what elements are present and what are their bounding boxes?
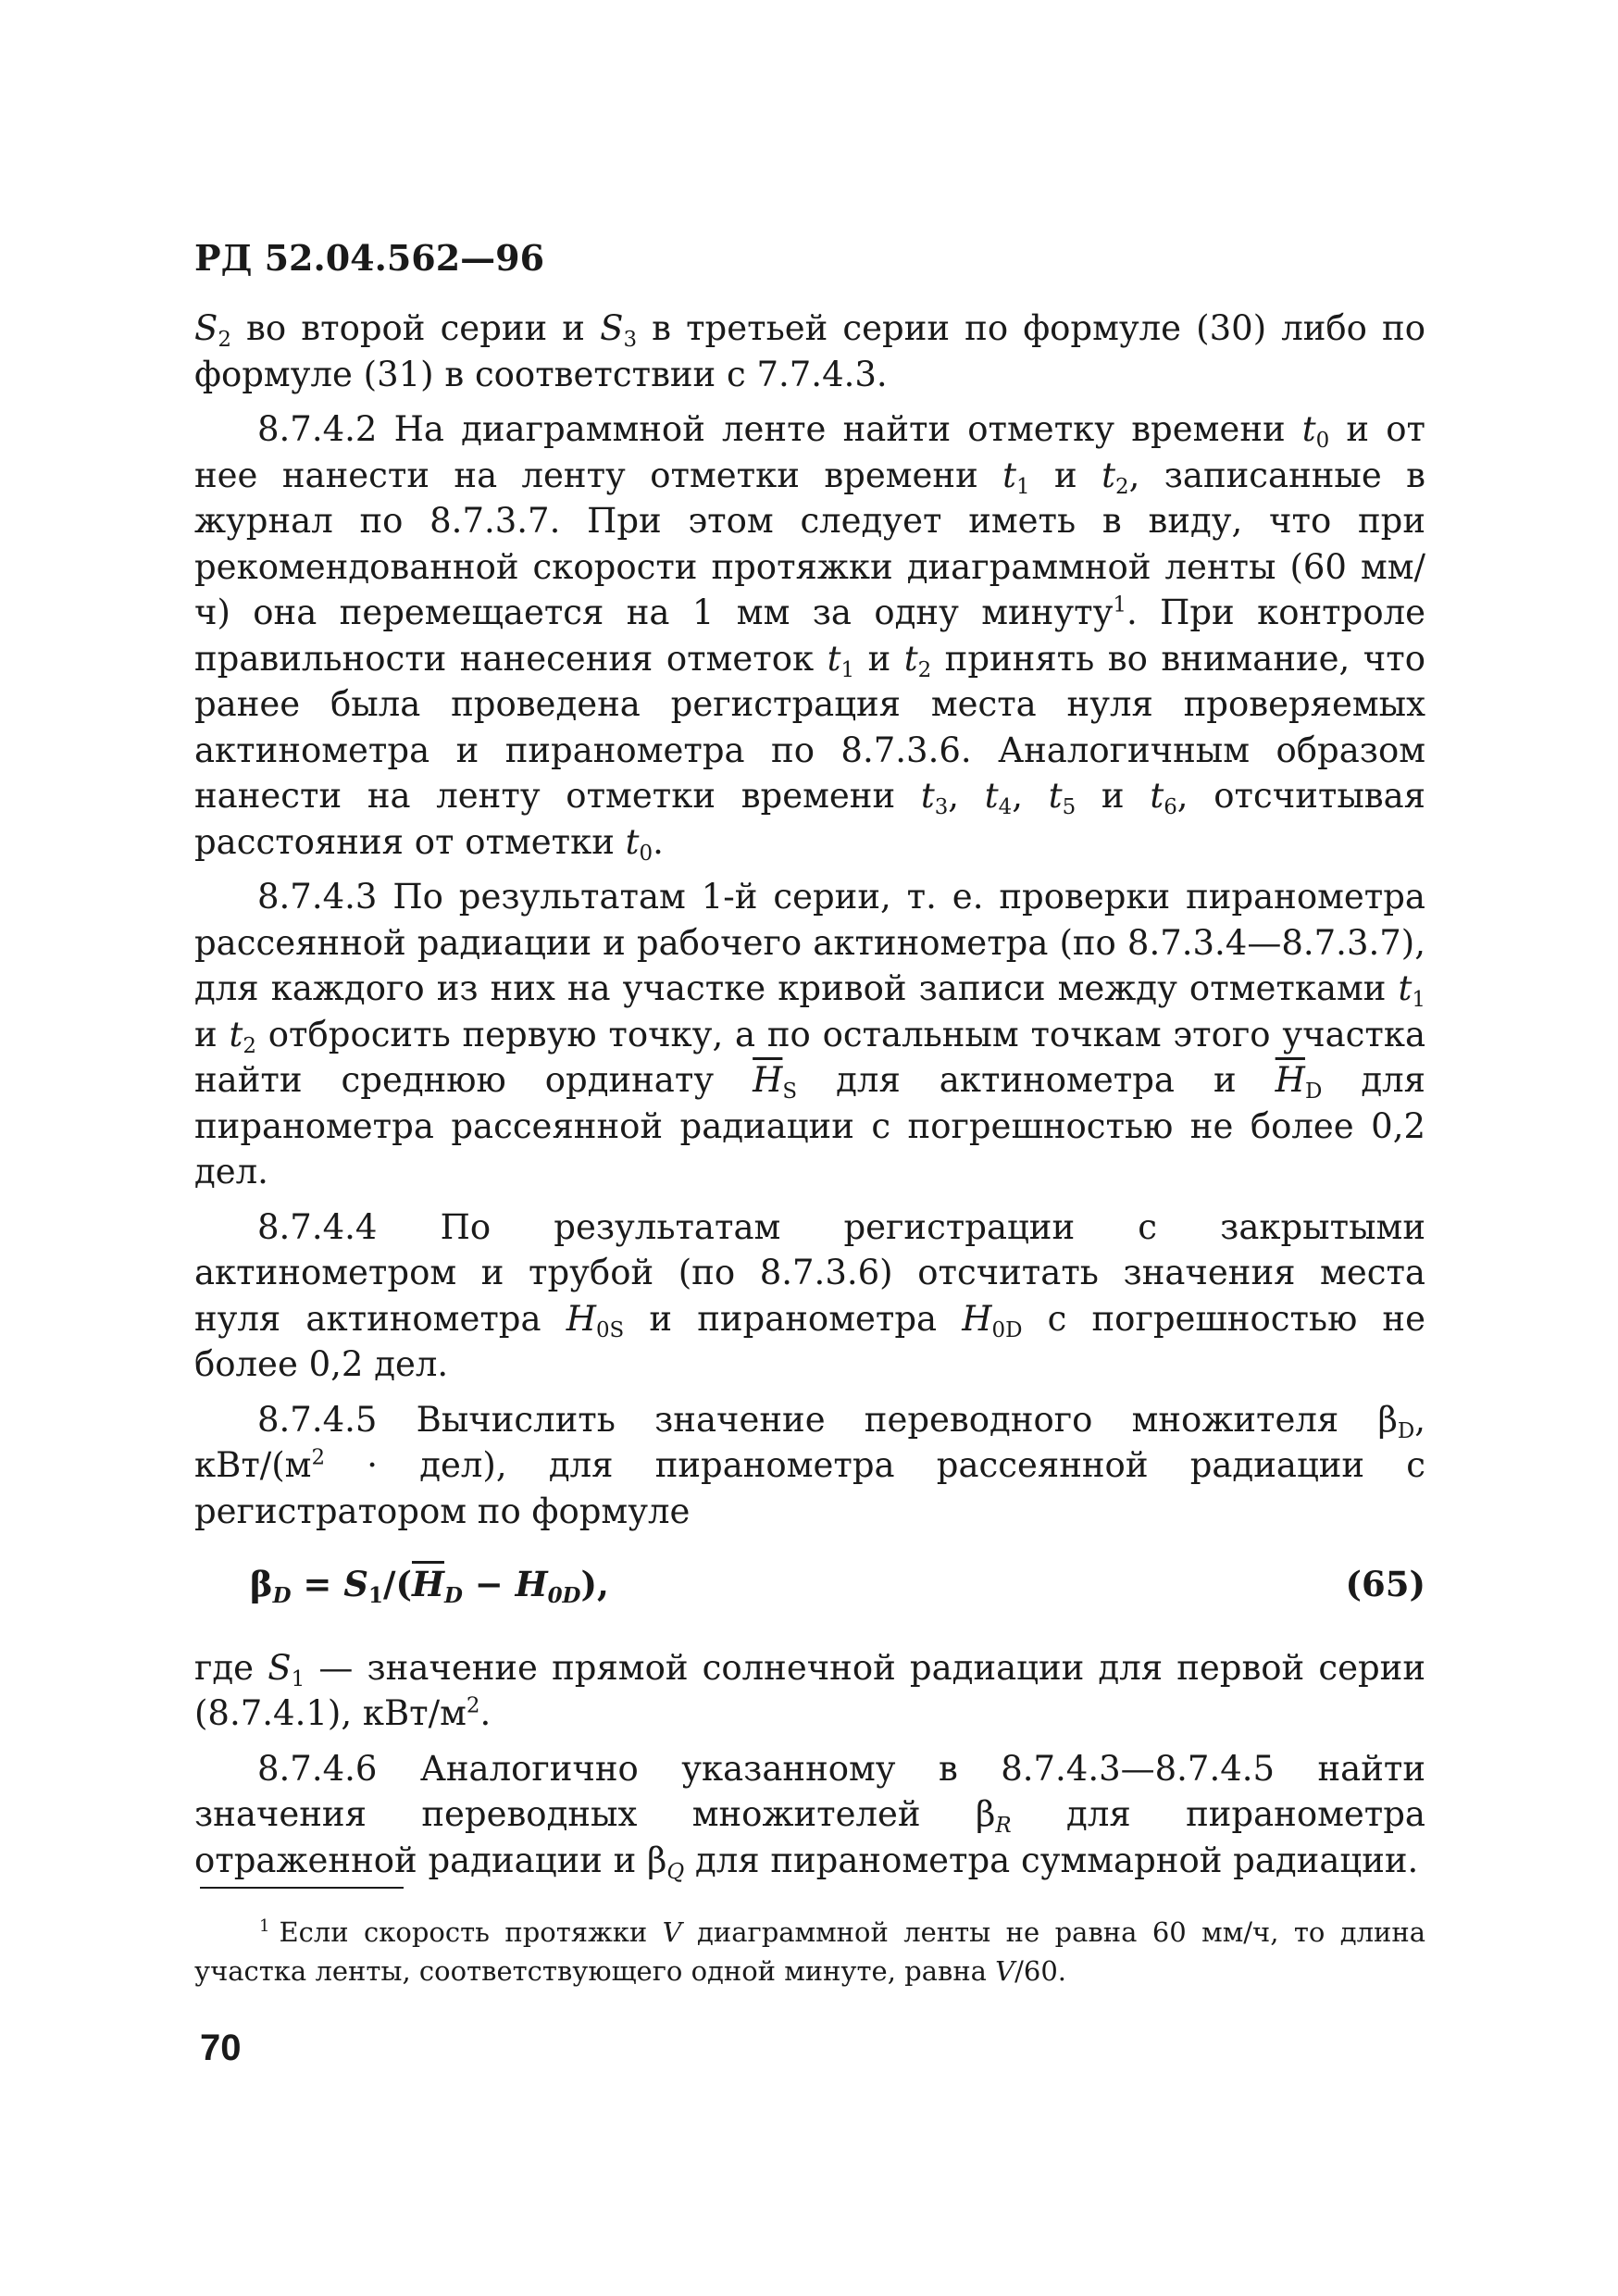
- text-run: для пиранометра отраженной радиации и: [194, 1794, 1425, 1880]
- hs-mean-symbol: $\overline{H}$: [753, 1060, 783, 1100]
- footnote-mark: 1: [259, 1916, 270, 1937]
- text-run: в третьей серии по формуле (30) либо по формуле (31) в соответствии с 7.7.4.3.: [194, 308, 1425, 394]
- page-number: 70: [200, 2028, 242, 2068]
- text-run: принять во внимание, что ранее была проведена регистрация места нуля проверяемых актинометра и пиранометра по 8.7.3.6. Аналогичным образом нанести на ленту отметки времени: [194, 638, 1426, 816]
- text-run: , кВт/(м: [194, 1399, 1425, 1485]
- text-run: , отсчитывая расстояния от отметки: [194, 776, 1425, 862]
- t-symbol: t: [920, 776, 935, 816]
- v-symbol: V: [995, 1955, 1015, 1987]
- beta-subscript: D: [272, 1582, 292, 1608]
- text-run: .: [653, 821, 664, 862]
- text-run: и от нее нанести на ленту отметки времени: [194, 409, 1425, 495]
- t-subscript: 5: [1062, 794, 1077, 819]
- t-subscript: 0: [1315, 428, 1330, 453]
- formula-expression: [194, 1562, 609, 1608]
- h0s-symbol: H: [566, 1298, 596, 1339]
- formula-number: (65): [1345, 1564, 1425, 1604]
- paragraph-continuation: [194, 306, 1425, 397]
- hd-subscript: D: [1304, 1079, 1323, 1104]
- t-symbol: t: [1101, 455, 1115, 495]
- text-run: 8.7.4.3 По результатам 1-й серии, т. е. проверки пиранометра рассеянной радиации и рабочего актинометра (по 8.7.3.4—8.7.3.7), для каждого из них на участке кривой записи между отметками: [194, 877, 1425, 1008]
- text-run: для пиранометра рассеянной радиации с погрешностью не более 0,2 дел.: [194, 1060, 1425, 1192]
- beta-subscript: R: [995, 1813, 1012, 1838]
- text-run: /60.: [1014, 1955, 1067, 1987]
- t-subscript: 1: [1016, 474, 1030, 499]
- formula-bracket: ),: [580, 1564, 609, 1604]
- footnote: [194, 1913, 1425, 1990]
- t-subscript: 1: [840, 657, 855, 682]
- h0d-subscript: 0D: [547, 1582, 581, 1608]
- text-run: — значение прямой солнечной радиации для первой серии (8.7.4.1), кВт/м: [194, 1647, 1425, 1733]
- s3-subscript: 3: [623, 327, 638, 352]
- text-run: 8.7.4.6 Аналогично указанному в 8.7.4.3—8.7.4.5 найти значения переводных множителей: [194, 1748, 1425, 1834]
- beta-symbol: β: [647, 1840, 667, 1880]
- text-run: для актинометра и: [797, 1060, 1276, 1100]
- document-code: РД 52.04.562—96: [194, 237, 545, 279]
- text-run: 8.7.4.5 Вычислить значение переводного множителя: [257, 1399, 1378, 1440]
- formula-explanation: [194, 1645, 1425, 1737]
- t-symbol: t: [1398, 968, 1413, 1008]
- h0s-subscript: 0S: [595, 1317, 625, 1342]
- text-run: и: [1076, 776, 1151, 816]
- h0d-subscript: 0D: [991, 1317, 1023, 1342]
- body-text: [194, 306, 1425, 1892]
- hd-subscript: D: [443, 1582, 463, 1608]
- text-run: , записанные в журнал по 8.7.3.7. При этом следует иметь в виду, что при рекомендованной скорости протяжки диаграммной ленты (60 мм/ч) она перемещается на 1 мм за одну минуту: [194, 455, 1425, 632]
- hd-mean-symbol: $\overline{H}$: [411, 1564, 444, 1604]
- text-run: ,: [948, 776, 985, 816]
- text-run: с погрешностью не более 0,2 дел.: [194, 1298, 1425, 1384]
- s-subscript: 1: [367, 1582, 383, 1608]
- t-subscript: 3: [934, 794, 949, 819]
- t-symbol: t: [903, 638, 918, 679]
- v-symbol: V: [662, 1916, 682, 1948]
- text-run: для пиранометра суммарной радиации.: [684, 1840, 1419, 1880]
- t-subscript: 2: [1114, 474, 1129, 499]
- t-subscript: 0: [639, 841, 653, 866]
- paragraph-8-7-4-6: [194, 1746, 1425, 1884]
- text-run: диаграммной ленты не равна 60 мм/ч, то длина участка ленты, соответствующего одной минуте, равна: [194, 1916, 1426, 1987]
- s3-symbol: S: [600, 308, 624, 348]
- s-symbol: S: [343, 1564, 368, 1604]
- t-symbol: t: [984, 776, 999, 816]
- paragraph-8-7-4-4: [194, 1204, 1425, 1388]
- t-symbol: t: [827, 638, 841, 679]
- superscript: 2: [311, 1445, 326, 1470]
- hd-mean-symbol: $\overline{H}$: [1275, 1060, 1305, 1100]
- text-run: и: [854, 638, 904, 679]
- t-subscript: 2: [243, 1033, 256, 1058]
- t-subscript: 2: [917, 657, 932, 682]
- t-subscript: 6: [1164, 794, 1177, 819]
- beta-symbol: β: [975, 1794, 996, 1834]
- beta-symbol: β: [250, 1564, 273, 1604]
- text-run: · дел), для пиранометра рассеянной радиации с регистратором по формуле: [194, 1445, 1425, 1531]
- t-subscript: 1: [1412, 987, 1425, 1012]
- s2-subscript: 2: [218, 327, 231, 352]
- paragraph-8-7-4-3: [194, 874, 1425, 1195]
- t-symbol: t: [1048, 776, 1063, 816]
- hs-subscript: S: [782, 1079, 798, 1104]
- text-run: и: [194, 1014, 230, 1054]
- t-symbol: t: [1301, 409, 1316, 449]
- text-run: 8.7.4.4 По результатам регистрации с закрытыми актинометром и трубой (по 8.7.3.6) отсчитать значения места нуля актинометра: [194, 1206, 1425, 1339]
- text-run: . При контроле правильности нанесения отметок: [194, 593, 1425, 679]
- h0d-symbol: H: [515, 1564, 548, 1604]
- text-run: отбросить первую точку, а по остальным точкам этого участка найти среднюю ординату: [194, 1014, 1426, 1100]
- t-symbol: t: [229, 1014, 243, 1054]
- beta-subscript: D: [1397, 1418, 1415, 1443]
- footnote-divider: [200, 1887, 404, 1889]
- s-symbol: S: [268, 1647, 292, 1688]
- equals-sign: =: [291, 1564, 344, 1604]
- t-symbol: t: [625, 821, 640, 862]
- text-run: 8.7.4.2 На диаграммной ленте найти отметку времени: [257, 409, 1302, 449]
- text-run: где: [194, 1647, 268, 1688]
- text-run: ,: [1012, 776, 1049, 816]
- text-run: и пиранометра: [624, 1298, 963, 1339]
- superscript: 2: [466, 1693, 480, 1718]
- formula-bracket: /(: [382, 1564, 412, 1604]
- paragraph-8-7-4-2: [194, 406, 1425, 865]
- footnote-reference[interactable]: 1: [1113, 593, 1126, 618]
- t-symbol: t: [1150, 776, 1164, 816]
- t-symbol: t: [1002, 455, 1017, 495]
- text-run: .: [479, 1693, 492, 1733]
- formula-65: [194, 1562, 1425, 1608]
- paragraph-8-7-4-5: [194, 1397, 1425, 1535]
- text-run: Если скорость протяжки: [279, 1916, 663, 1948]
- minus-sign: −: [462, 1564, 516, 1604]
- beta-subscript: Q: [666, 1859, 685, 1884]
- s2-symbol: S: [194, 308, 218, 348]
- h0d-symbol: H: [962, 1298, 992, 1339]
- text-run: и: [1029, 455, 1102, 495]
- t-subscript: 4: [998, 794, 1013, 819]
- s-subscript: 1: [291, 1666, 305, 1691]
- text-run: во второй серии и: [230, 308, 601, 348]
- beta-symbol: β: [1377, 1399, 1398, 1440]
